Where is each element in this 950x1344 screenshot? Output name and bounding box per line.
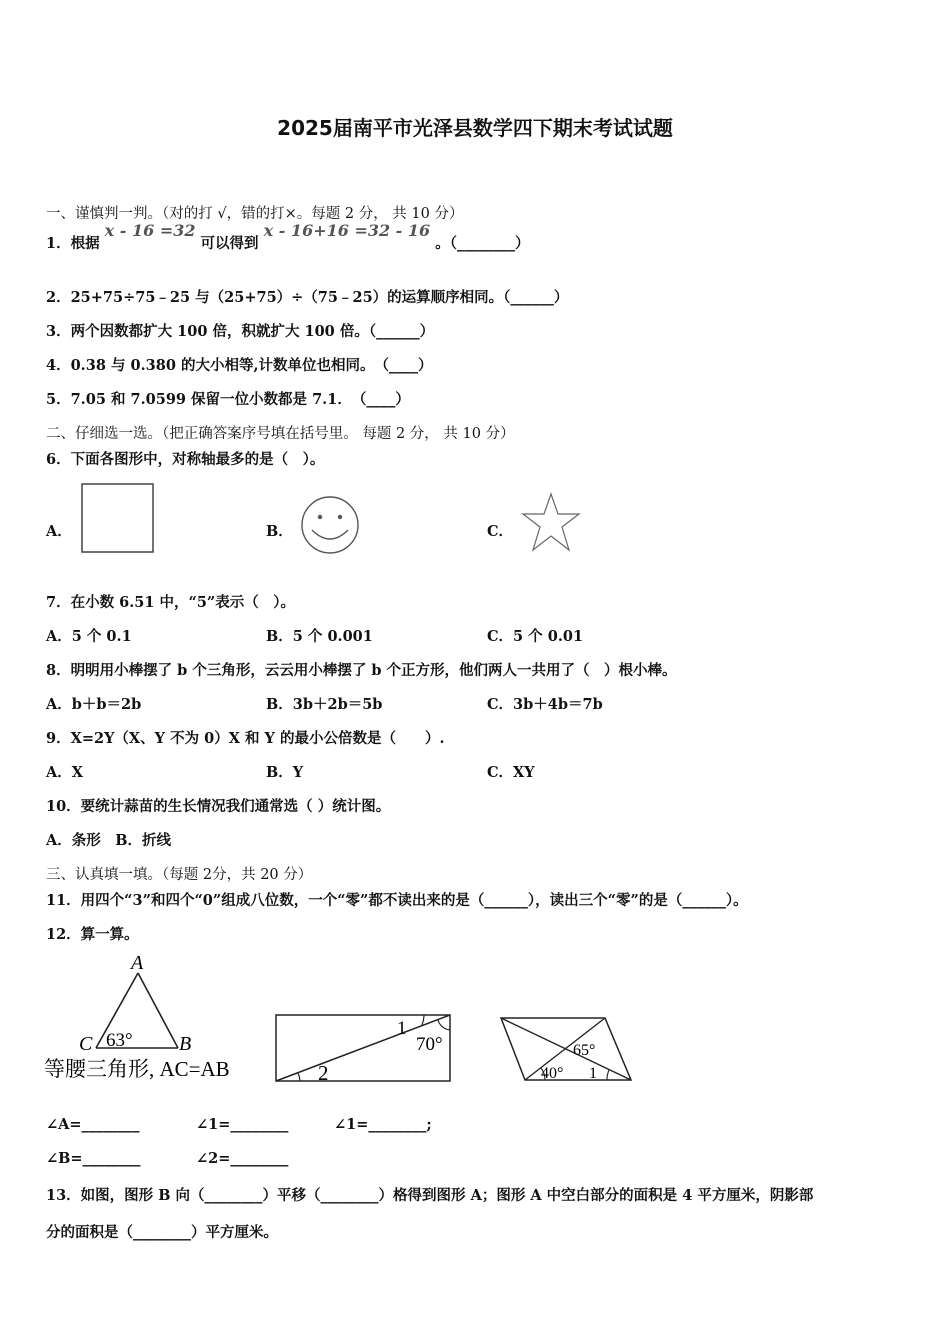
question-2: 2．25+75÷75﹣25 与（25+75）÷（75﹣25）的运算顺序相同。（______） [46, 289, 569, 306]
q8-option-b[interactable]: B．3b＋2b＝5b [266, 696, 383, 713]
q8-option-a[interactable]: A．b＋b＝2b [46, 696, 142, 713]
q10-options[interactable]: A．条形 B．折线 [46, 832, 172, 849]
question-12: 12．算一算。 [46, 926, 139, 943]
triangle-angle-63: 63° [106, 1030, 133, 1051]
question-11: 11．用四个“3”和四个“0”组成八位数，一个“零”都不读出来的是（______），读出三个“零”的是（______）。 [46, 892, 748, 909]
question-4: 4．0.38 与 0.380 的大小相等,计数单位也相同。 （____） [46, 357, 433, 374]
q9-option-a[interactable]: A．X [46, 764, 84, 781]
rect-angle-2: 2 [318, 1061, 329, 1085]
answer-angle-a[interactable]: ∠A=________ [46, 1116, 140, 1133]
question-10: 10．要统计蒜苗的生长情况我们通常选（ ）统计图。 [46, 798, 391, 815]
parallelogram-figure [495, 1012, 640, 1086]
rectangle-diagonal-figure [272, 1010, 457, 1086]
q6-option-a[interactable]: A． [46, 523, 72, 540]
q1-equation-2: x - 16+16 =32 - 16 [263, 221, 431, 240]
para-angle-40: 40° [541, 1065, 564, 1082]
q7-option-a[interactable]: A．5 个 0.1 [46, 628, 132, 645]
question-7: 7．在小数 6.51 中，“5”表示（ ）。 [46, 594, 296, 611]
q9-option-c[interactable]: C．XY [487, 764, 535, 781]
answer-rect-angle-1[interactable]: ∠1=________ [196, 1116, 289, 1133]
section-1-heading: 一、谨慎判一判。（对的打 √，错的打×。每题 2 分， 共 10 分） [46, 206, 464, 222]
q6-option-b[interactable]: B． [266, 523, 293, 540]
q1-answer-blank[interactable]: 。（________） [435, 235, 530, 252]
q7-option-c[interactable]: C．5 个 0.01 [487, 628, 584, 645]
answer-para-angle-1[interactable]: ∠1=________; [334, 1116, 432, 1133]
question-6: 6．下面各图形中，对称轴最多的是（ ）。 [46, 451, 325, 468]
q6-option-c[interactable]: C． [487, 523, 514, 540]
triangle-label-b: B [179, 1033, 192, 1055]
q1-prefix: 1．根据 [46, 235, 100, 252]
square-figure [78, 480, 160, 558]
triangle-label-c: C [79, 1033, 93, 1055]
answer-rect-angle-2[interactable]: ∠2=________ [196, 1150, 289, 1167]
section-3-heading: 三、认真填一填。（每题 2分，共 20 分） [46, 867, 313, 883]
smiley-face-figure [298, 492, 362, 558]
para-angle-1: 1 [589, 1065, 597, 1082]
section-2-heading: 二、仔细选一选。（把正确答案序号填在括号里。 每题 2 分， 共 10 分） [46, 426, 515, 442]
question-13-line-1: 13．如图，图形 B 向（________）平移（________）格得到图形 A；图形 A 中空白部分的面积是 4 平方厘米，阴影部 [46, 1187, 814, 1204]
question-9: 9．X=2Y（X、Y 不为 0）X 和 Y 的最小公倍数是（ ）. [46, 730, 445, 747]
q7-option-b[interactable]: B．5 个 0.001 [266, 628, 373, 645]
answer-angle-b[interactable]: ∠B=________ [46, 1150, 141, 1167]
question-3: 3．两个因数都扩大 100 倍，积就扩大 100 倍。（______） [46, 323, 435, 340]
page-title: 2025届南平市光泽县数学四下期末考试试题 [277, 116, 673, 140]
q1-equation-1: x - 16 =32 [104, 221, 196, 240]
q1-middle: 可以得到 [200, 235, 259, 252]
para-angle-65: 65° [573, 1042, 596, 1059]
question-1 [46, 221, 530, 253]
rect-angle-70: 70° [416, 1034, 443, 1055]
triangle-label-a: A [131, 952, 144, 974]
star-figure [518, 490, 584, 556]
rect-angle-1: 1 [397, 1018, 407, 1039]
q9-option-b[interactable]: B．Y [266, 764, 304, 781]
isosceles-triangle-figure [40, 948, 260, 1083]
q8-option-c[interactable]: C．3b＋4b＝7b [487, 696, 603, 713]
triangle-caption: 等腰三角形, AC=AB [44, 1057, 230, 1081]
question-5: 5．7.05 和 7.0599 保留一位小数都是 7.1． （____） [46, 391, 410, 408]
question-13-line-2: 分的面积是（________）平方厘米。 [46, 1224, 278, 1241]
question-8: 8．明明用小棒摆了 b 个三角形，云云用小棒摆了 b 个正方形，他们两人一共用了（ ）根小棒。 [46, 662, 677, 679]
